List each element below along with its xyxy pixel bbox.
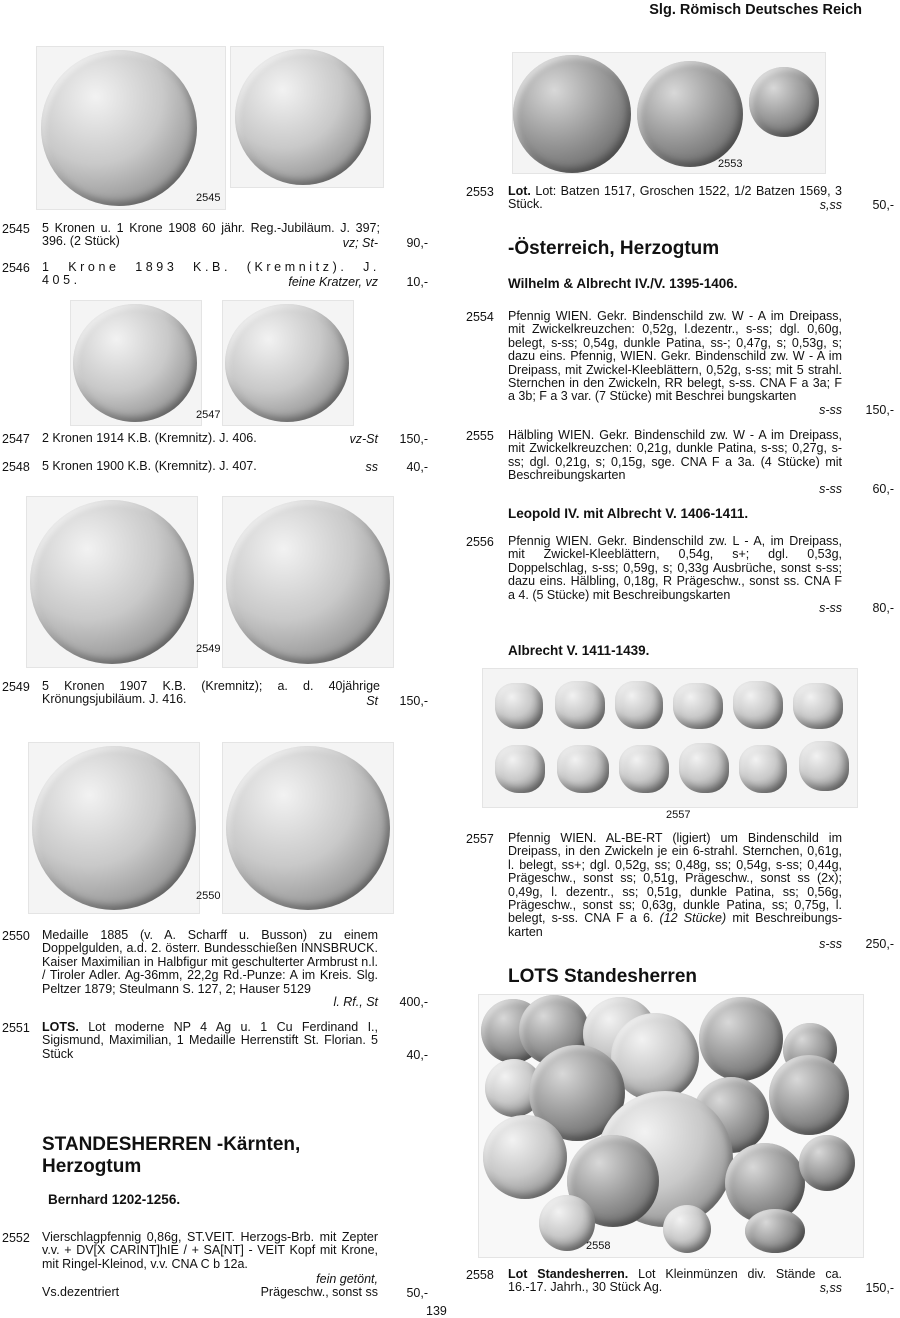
lot-number: 2548 xyxy=(2,460,30,474)
lot-description-cont: Prägeschw., sonst ss xyxy=(260,1285,378,1299)
page-header-title: Slg. Römisch Deutsches Reich xyxy=(649,2,862,18)
lot-number: 2558 xyxy=(466,1268,494,1282)
pfennig-coin xyxy=(495,683,543,729)
lot-description: 2 Kronen 1914 K.B. (Kremnitz). J. 406. xyxy=(42,431,257,445)
figure-label: 2545 xyxy=(196,192,221,204)
pfennig-coin xyxy=(739,745,787,793)
lot-number: 2553 xyxy=(466,185,494,199)
coin-obverse xyxy=(73,304,197,422)
lot-price: 60,- xyxy=(872,482,894,496)
lot-description: Hälbling WIEN. Gekr. Bindenschild zw. W - A im Dreipass, mit Zwickelkreuzchen: 0,21g, dunkle Patina, s-ss; 0,27g, s-ss; dgl. 0,21g, s; 0,15g, sge. CNA F a 3a. (4 Stücke) mit Beschreibungskarten xyxy=(508,428,842,483)
section-subheading: Bernhard 1202-1256. xyxy=(48,1192,181,1207)
lot-grade: s,ss xyxy=(819,198,842,212)
lot-number: 2549 xyxy=(2,680,30,694)
lot-price: 50,- xyxy=(406,1286,428,1300)
pfennig-coin xyxy=(555,681,605,729)
lot-number: 2546 xyxy=(2,261,30,275)
lot-number: 2545 xyxy=(2,222,30,236)
figure-label: 2550 xyxy=(196,890,221,902)
lot-price: 40,- xyxy=(406,1048,428,1062)
lot-grade: s-ss xyxy=(819,601,842,615)
lot-body: Pfennig WIEN. AL-BE-RT (ligiert) um Bindenschild im Dreipass, in den Zwickeln je ein 6-strahl. Sternchen, 0,61g, l. belegt, ss+; dgl. 0,52g, ss; 0,48g, ss; 0,54g, s-ss; 0,44g, Prägeschw., sonst ss; 0,51g, Prägeschw., sonst ss (2x); 0,49g, l. dezentr., ss; 0,51g, dunkle Patina, ss; 0,56g, Prägeschw., sonst ss; 0,63g, dunkle Patina, ss; 0,75g, l. belegt, s-ss. CNA F a 6. xyxy=(508,831,842,926)
pfennig-coin xyxy=(619,745,669,793)
lot-grade: ss xyxy=(365,460,378,474)
lot-coin xyxy=(483,1115,567,1199)
coin-image-2545-reverse xyxy=(230,46,384,188)
section-subheading: Wilhelm & Albrecht IV./V. 1395-1406. xyxy=(508,276,738,291)
coin-image-2557 xyxy=(482,668,858,808)
lot-body: Lot Kleinmünzen div. Stände ca. 16.-17. Jahrh., 30 Stück Ag. xyxy=(508,1267,842,1295)
lot-coin xyxy=(769,1055,849,1135)
pfennig-coin xyxy=(799,741,849,791)
figure-label: 2557 xyxy=(666,809,691,821)
lot-number: 2550 xyxy=(2,929,30,943)
lot-body: Lot moderne NP 4 Ag u. 1 Cu Ferdinand I., Sigismund, Maximilian, 1 Medaille Herrenstift St. Florian. 5 Stück xyxy=(42,1020,378,1061)
pfennig-coin xyxy=(679,743,729,793)
pfennig-coin xyxy=(557,745,609,793)
figure-label: 2549 xyxy=(196,643,221,655)
lot-grade: feine Kratzer, vz xyxy=(288,275,378,289)
pfennig-coin xyxy=(495,745,545,793)
lot-number: 2551 xyxy=(2,1021,30,1035)
lot-price: 50,- xyxy=(872,198,894,212)
lot-price: 40,- xyxy=(406,460,428,474)
lot-price: 150,- xyxy=(865,403,894,417)
pfennig-coin xyxy=(733,681,783,729)
medal-image-2550 xyxy=(28,742,200,914)
lot-coin xyxy=(699,997,783,1081)
coin-groschen-1522 xyxy=(637,61,743,167)
section-subheading: Leopold IV. mit Albrecht V. 1406-1411. xyxy=(508,506,749,521)
lot-description-cont: Vs.dezentriert xyxy=(42,1285,120,1299)
lot-description: Pfennig WIEN. Gekr. Bindenschild zw. L - A, im Dreipass, mit Zwickel-Kleeblättern, 0,54g, s+; dgl. 0,53g, Doppelschlag, s-ss; 0,59g, s; 0,33g Ausbrüche, sonst s-ss; dazu eins. Hälbling, 0,18g, R Prägeschw., sonst ss. CNA F a 4. (5 Stücke) mit Beschreibungskarten xyxy=(508,534,842,602)
section-heading: -Österreich, Herzogtum xyxy=(508,238,720,259)
section-subheading: Albrecht V. 1411-1439. xyxy=(508,643,650,658)
lot-grade: vz; St- xyxy=(342,236,378,250)
lot-price: 10,- xyxy=(406,275,428,289)
lot-body-cont: mit Beschreibungs-karten xyxy=(508,911,842,939)
lot-grade: s-ss xyxy=(819,937,842,951)
lot-grade: s-ss xyxy=(819,403,842,417)
lot-title: Lot. xyxy=(508,184,531,198)
lot-body: Lot: Batzen 1517, Groschen 1522, 1/2 Batzen 1569, 3 Stück. xyxy=(508,184,842,212)
lot-coin xyxy=(745,1209,805,1253)
section-heading: LOTS Standesherren xyxy=(508,966,697,987)
lot-description xyxy=(508,832,842,939)
medal-reverse xyxy=(226,746,390,910)
coin-image-2545 xyxy=(36,46,226,210)
lot-grade: l. Rf., St xyxy=(333,995,378,1009)
lot-price: 150,- xyxy=(399,432,428,446)
lot-price: 150,- xyxy=(399,694,428,708)
lot-number: 2556 xyxy=(466,535,494,549)
lot-number: 2547 xyxy=(2,432,30,446)
lot-description: 5 Kronen 1900 K.B. (Kremnitz). J. 407. xyxy=(42,459,257,473)
medal-image-2550-reverse xyxy=(222,742,394,914)
coin-image-2553 xyxy=(512,52,826,174)
lot-number: 2555 xyxy=(466,429,494,443)
lot-grade: St xyxy=(366,694,378,708)
lot-price: 400,- xyxy=(399,995,428,1009)
coin-image-2547-reverse xyxy=(222,300,354,426)
lot-price: 250,- xyxy=(865,937,894,951)
medal-obverse xyxy=(32,746,196,910)
lot-grade: s,ss xyxy=(819,1281,842,1295)
lot-description: Pfennig WIEN. Gekr. Bindenschild zw. W - A im Dreipass, mit Zwickelkreuzchen: 0,52g, l.dezentr., s-ss; dgl. 0,60g, belegt, s-ss; 0,54g, dunkle Patina, ss-; 0,47g, s; 0,53g, s; dazu eins. Pfennig, WIEN. Gekr. Bindenschild zw. W - A im Dreipass, mit Zwickel-Kleeblättern, 0,52g, s-ss; mit 5 strahl. Sternchen in den Zwickeln, RR belegt, s-ss. CNA F a 3a; F a 3b; F a 3 var. (7 Stücke) mit Beschrei bungskarten xyxy=(508,309,842,404)
lot-description: 5 Kronen 1907 K.B. (Kremnitz); a. d. 40jährige Krönungsjubiläum. J. 416. xyxy=(42,679,380,707)
lot-title: Lot Standesherren. xyxy=(508,1267,629,1281)
coin-reverse xyxy=(225,304,349,422)
lot-grade: vz-St xyxy=(349,432,378,446)
coin-reverse xyxy=(235,49,371,185)
lot-number: 2554 xyxy=(466,310,494,324)
figure-label: 2558 xyxy=(586,1240,611,1252)
figure-label: 2553 xyxy=(718,158,743,170)
pfennig-coin xyxy=(793,683,843,729)
coin-image-2558 xyxy=(478,994,864,1258)
lot-description: 5 Kronen u. 1 Krone 1908 60 jähr. Reg.-Jubiläum. J. 397; 396. (2 Stück) xyxy=(42,221,380,249)
figure-label: 2547 xyxy=(196,409,221,421)
coin-batzen-1517 xyxy=(513,55,631,173)
lot-description: 1 Krone 1893 K.B. (Kremnitz). J. 405. xyxy=(42,260,380,288)
lot-description xyxy=(42,1021,378,1061)
lot-grade: fein getönt, xyxy=(316,1272,378,1286)
lot-description: Vierschlagpfennig 0,86g, ST.VEIT. Herzogs-Brb. mit Zepter v.v. + DV[X CARINT]hIE / + SA[NT] - VEIT Kopf mit Krone, mit Ringel-Kleinod, v.v. CNA C b 12a. xyxy=(42,1230,378,1271)
pfennig-coin xyxy=(673,683,723,729)
lot-title: LOTS. xyxy=(42,1020,79,1034)
page-number: 139 xyxy=(426,1304,447,1318)
coin-image-2549 xyxy=(26,496,198,668)
coin-image-2547 xyxy=(70,300,202,426)
coin-obverse xyxy=(41,50,197,206)
coin-half-batzen-1569 xyxy=(749,67,819,137)
coin-reverse xyxy=(226,500,390,664)
lot-number: 2557 xyxy=(466,832,494,846)
lot-price: 80,- xyxy=(872,601,894,615)
coin-obverse xyxy=(30,500,194,664)
lot-coin xyxy=(799,1135,855,1191)
lot-description: Medaille 1885 (v. A. Scharff u. Busson) zu einem Doppelgulden, a.d. 2. österr. Bundesschießen INNSBRUCK. Kaiser Maximilian in Halbfigur mit geschulterter Armbrust n.l. / Tiroler Adler. Ag-36mm, 22,2g Rd.-Punze: A im Kreis. Slg. Peltzer 1879; Steulmann S. 127, 2; Hauser 5129 xyxy=(42,928,378,996)
coin-image-2549-reverse xyxy=(222,496,394,668)
lot-count: (12 Stücke) xyxy=(659,911,727,926)
lot-price: 90,- xyxy=(406,236,428,250)
lot-grade: s-ss xyxy=(819,482,842,496)
lot-coin xyxy=(663,1205,711,1253)
pfennig-coin xyxy=(615,681,663,729)
section-heading: STANDESHERREN -Kärnten, Herzogtum xyxy=(42,1134,301,1177)
lot-price: 150,- xyxy=(865,1281,894,1295)
lot-number: 2552 xyxy=(2,1231,30,1245)
